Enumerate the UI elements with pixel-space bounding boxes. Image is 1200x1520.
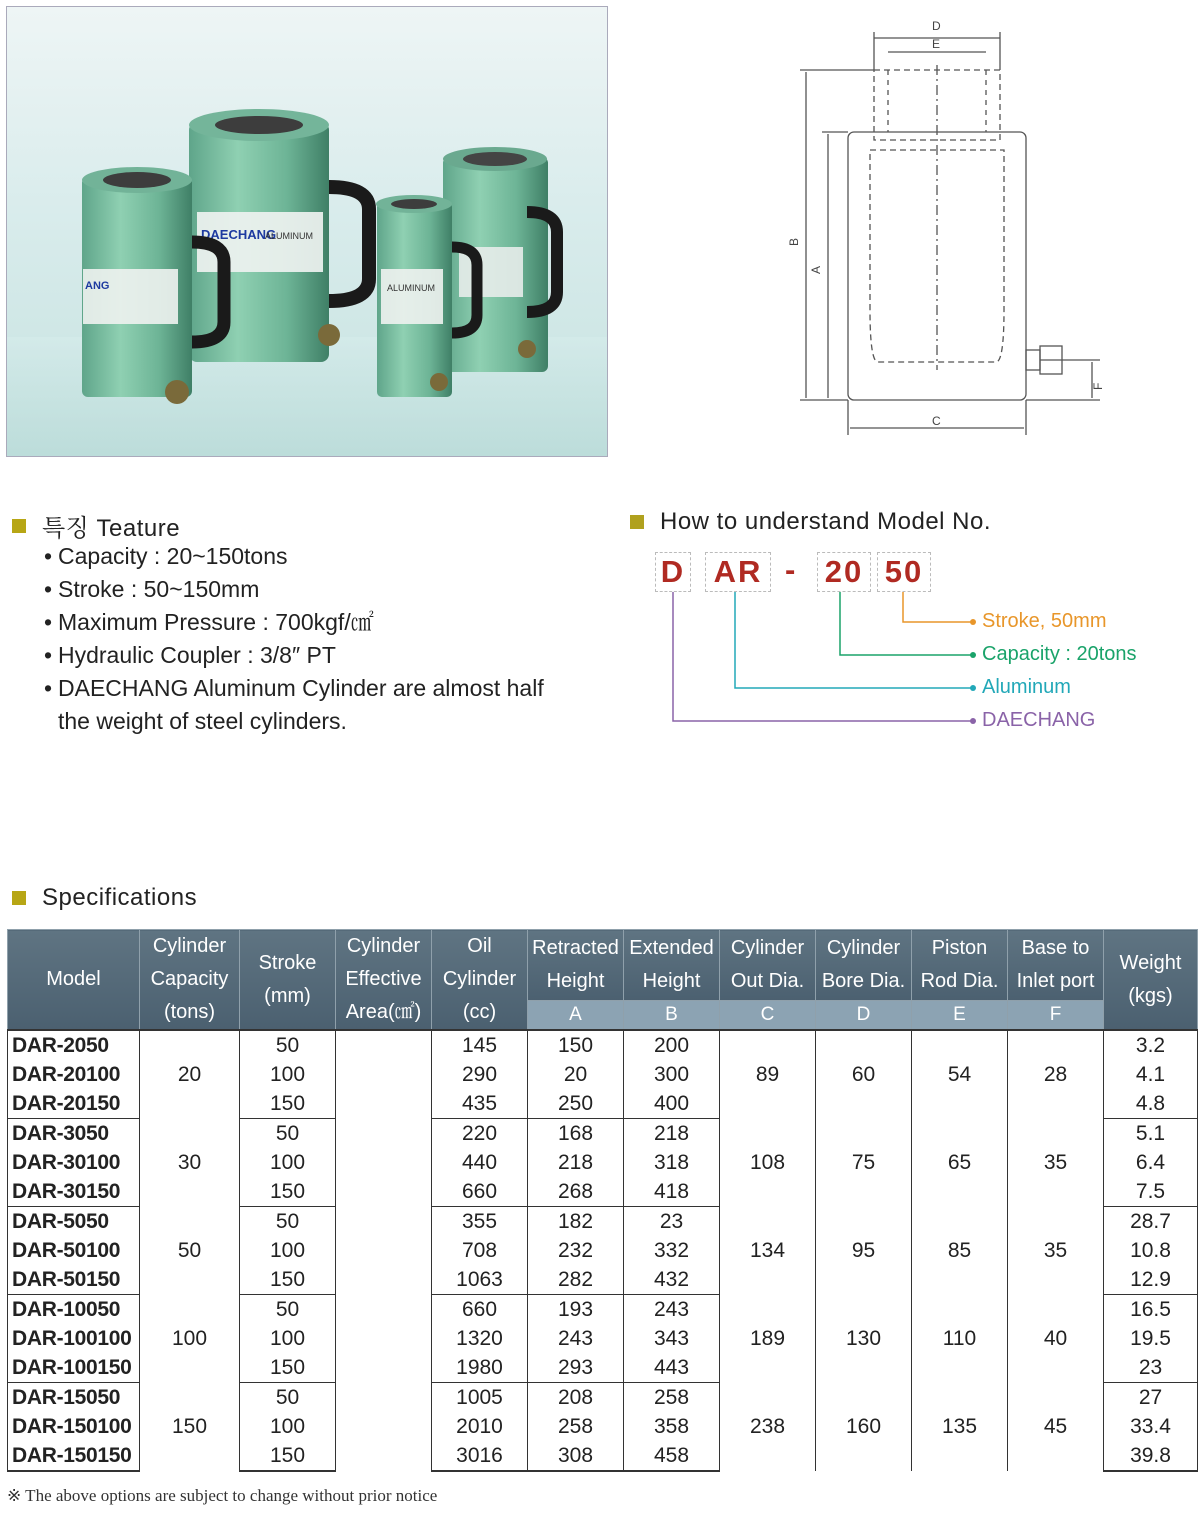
cell-retracted: 20 — [528, 1060, 624, 1089]
sub-header-b: B — [624, 1001, 720, 1031]
cell-retracted: 150 — [528, 1030, 624, 1060]
cell-stroke: 150 — [240, 1353, 336, 1383]
cell-extended: 300 — [624, 1060, 720, 1089]
cell-model: DAR-10050 — [8, 1295, 140, 1325]
cylinder-back-right — [443, 147, 557, 372]
cell-area — [336, 1119, 432, 1207]
cell-stroke: 150 — [240, 1089, 336, 1119]
cell-weight: 3.2 — [1104, 1030, 1198, 1060]
cell-stroke: 100 — [240, 1060, 336, 1089]
col-header-weight: Weight (kgs) — [1104, 930, 1198, 1031]
cell-base: 35 — [1008, 1119, 1104, 1207]
cell-retracted: 258 — [528, 1412, 624, 1441]
col-header-capacity: Cylinder Capacity (tons) — [140, 930, 240, 1031]
cell-oil: 660 — [432, 1295, 528, 1325]
col-header-model: Model — [8, 930, 140, 1031]
cell-oil: 290 — [432, 1060, 528, 1089]
cell-model: DAR-50150 — [8, 1265, 140, 1295]
cylinder-dimension-diagram — [770, 10, 1190, 450]
cell-capacity: 20 — [140, 1030, 240, 1119]
cell-model: DAR-15050 — [8, 1383, 140, 1413]
cell-weight: 16.5 — [1104, 1295, 1198, 1325]
cell-area — [336, 1295, 432, 1383]
footnote: ※ The above options are subject to change without prior notice — [7, 1486, 438, 1505]
dim-label-b: B — [787, 237, 801, 246]
cell-extended: 443 — [624, 1353, 720, 1383]
cell-model: DAR-20150 — [8, 1089, 140, 1119]
sub-header-f: F — [1008, 1001, 1104, 1031]
sub-header-c: C — [720, 1001, 816, 1031]
cell-stroke: 100 — [240, 1412, 336, 1441]
cell-oil: 3016 — [432, 1441, 528, 1471]
col-header-area: Cylinder Effective Area(㎠) — [336, 930, 432, 1031]
col-header-bore-dia: Cylinder Bore Dia. — [816, 930, 912, 1001]
bullet-square-icon — [12, 519, 26, 533]
specs-heading — [12, 884, 197, 912]
cell-stroke: 100 — [240, 1324, 336, 1353]
table-row — [8, 1207, 1198, 1237]
cylinder-large — [189, 109, 369, 362]
cell-rod-dia: 85 — [912, 1207, 1008, 1295]
col-header-out-dia: Cylinder Out Dia. — [720, 930, 816, 1001]
sub-header-e: E — [912, 1001, 1008, 1031]
cell-extended: 200 — [624, 1030, 720, 1060]
cell-stroke: 50 — [240, 1207, 336, 1237]
feature-item: • Stroke : 50~150mm — [44, 573, 564, 606]
cell-stroke: 150 — [240, 1265, 336, 1295]
cell-weight: 33.4 — [1104, 1412, 1198, 1441]
cell-extended: 358 — [624, 1412, 720, 1441]
cell-weight: 5.1 — [1104, 1119, 1198, 1149]
model-heading — [630, 508, 991, 536]
cell-rod-dia: 54 — [912, 1030, 1008, 1119]
cell-extended: 23 — [624, 1207, 720, 1237]
photo-label-tag-b: ALUMINUM — [387, 283, 436, 293]
cell-base: 35 — [1008, 1207, 1104, 1295]
cell-weight: 10.8 — [1104, 1236, 1198, 1265]
cell-area — [336, 1383, 432, 1472]
cell-stroke: 150 — [240, 1177, 336, 1207]
cell-weight: 28.7 — [1104, 1207, 1198, 1237]
cell-rod-dia: 135 — [912, 1383, 1008, 1472]
cell-retracted: 193 — [528, 1295, 624, 1325]
cell-extended: 432 — [624, 1265, 720, 1295]
cell-extended: 218 — [624, 1119, 720, 1149]
cell-stroke: 100 — [240, 1148, 336, 1177]
cell-extended: 400 — [624, 1089, 720, 1119]
cell-capacity: 30 — [140, 1119, 240, 1207]
model-part-dash: - — [785, 552, 796, 587]
cell-retracted: 268 — [528, 1177, 624, 1207]
features-heading-text: 특징 Teature — [42, 515, 181, 542]
sub-header-d: D — [816, 1001, 912, 1031]
cell-oil: 440 — [432, 1148, 528, 1177]
cell-oil: 1005 — [432, 1383, 528, 1413]
cell-extended: 318 — [624, 1148, 720, 1177]
legend-capacity: Capacity : 20tons — [982, 643, 1137, 665]
cell-oil: 708 — [432, 1236, 528, 1265]
cell-rod-dia: 65 — [912, 1119, 1008, 1207]
cell-extended: 418 — [624, 1177, 720, 1207]
cell-stroke: 100 — [240, 1236, 336, 1265]
cell-retracted: 308 — [528, 1441, 624, 1471]
cell-weight: 4.8 — [1104, 1089, 1198, 1119]
specifications-table — [7, 929, 1198, 1472]
cell-model: DAR-30100 — [8, 1148, 140, 1177]
col-header-base: Base to Inlet port — [1008, 930, 1104, 1001]
legend-stroke: Stroke, 50mm — [982, 610, 1107, 632]
specifications-table-body — [8, 1030, 1198, 1471]
cell-model: DAR-5050 — [8, 1207, 140, 1237]
cell-weight: 7.5 — [1104, 1177, 1198, 1207]
cell-oil: 660 — [432, 1177, 528, 1207]
cell-bore-dia: 60 — [816, 1030, 912, 1119]
cell-base: 40 — [1008, 1295, 1104, 1383]
cell-weight: 4.1 — [1104, 1060, 1198, 1089]
col-header-stroke: Stroke (mm) — [240, 930, 336, 1031]
col-header-retracted: Retracted Height — [528, 930, 624, 1001]
features-list — [44, 540, 564, 738]
cell-retracted: 250 — [528, 1089, 624, 1119]
cell-stroke: 50 — [240, 1119, 336, 1149]
feature-item: • Capacity : 20~150tons — [44, 540, 564, 573]
cell-model: DAR-30150 — [8, 1177, 140, 1207]
cell-retracted: 182 — [528, 1207, 624, 1237]
cell-model: DAR-150150 — [8, 1441, 140, 1471]
dim-label-a: A — [809, 265, 823, 274]
cell-out-dia: 238 — [720, 1383, 816, 1472]
cell-oil: 1063 — [432, 1265, 528, 1295]
cell-base: 45 — [1008, 1383, 1104, 1472]
specs-heading-text: Specifications — [42, 884, 198, 911]
cell-weight: 19.5 — [1104, 1324, 1198, 1353]
cell-stroke: 150 — [240, 1441, 336, 1471]
bullet-square-icon — [630, 515, 644, 529]
cell-out-dia: 134 — [720, 1207, 816, 1295]
cell-model: DAR-100100 — [8, 1324, 140, 1353]
photo-label-tag-a: ANG — [85, 280, 110, 292]
cell-model: DAR-3050 — [8, 1119, 140, 1149]
cell-retracted: 293 — [528, 1353, 624, 1383]
cell-extended: 332 — [624, 1236, 720, 1265]
model-part-capacity: 20 — [817, 552, 871, 592]
cell-extended: 258 — [624, 1383, 720, 1413]
cell-weight: 12.9 — [1104, 1265, 1198, 1295]
cell-stroke: 50 — [240, 1383, 336, 1413]
cell-out-dia: 89 — [720, 1030, 816, 1119]
cell-oil: 220 — [432, 1119, 528, 1149]
cell-weight: 23 — [1104, 1353, 1198, 1383]
cell-oil: 355 — [432, 1207, 528, 1237]
cell-retracted: 208 — [528, 1383, 624, 1413]
cell-bore-dia: 75 — [816, 1119, 912, 1207]
feature-item: • Maximum Pressure : 700kgf/㎠ — [44, 606, 564, 639]
cell-model: DAR-20100 — [8, 1060, 140, 1089]
col-header-extended: Extended Height — [624, 930, 720, 1001]
dim-label-d: D — [932, 19, 941, 33]
cell-extended: 243 — [624, 1295, 720, 1325]
col-header-oil: Oil Cylinder (cc) — [432, 930, 528, 1031]
sub-header-a: A — [528, 1001, 624, 1031]
dim-label-f: F — [1091, 382, 1105, 390]
cell-weight: 39.8 — [1104, 1441, 1198, 1471]
cell-extended: 343 — [624, 1324, 720, 1353]
model-part-d: D — [655, 552, 691, 592]
cell-retracted: 168 — [528, 1119, 624, 1149]
feature-item: • Hydraulic Coupler : 3/8″ PT — [44, 639, 564, 672]
table-row — [8, 1383, 1198, 1413]
cell-model: DAR-2050 — [8, 1030, 140, 1060]
cell-oil: 2010 — [432, 1412, 528, 1441]
photo-label-series: ALUMINUM — [265, 231, 314, 241]
dim-label-e: E — [932, 37, 941, 51]
model-code-diagram — [655, 552, 1135, 752]
col-header-rod-dia: Piston Rod Dia. — [912, 930, 1008, 1001]
cell-out-dia: 108 — [720, 1119, 816, 1207]
cell-retracted: 232 — [528, 1236, 624, 1265]
table-row — [8, 1030, 1198, 1060]
table-row — [8, 1295, 1198, 1325]
model-part-ar: AR — [705, 552, 771, 592]
cell-capacity: 50 — [140, 1207, 240, 1295]
cell-rod-dia: 110 — [912, 1295, 1008, 1383]
cell-capacity: 100 — [140, 1295, 240, 1383]
bullet-square-icon — [12, 891, 26, 905]
cell-stroke: 50 — [240, 1030, 336, 1060]
product-photo — [6, 6, 608, 457]
cell-oil: 1980 — [432, 1353, 528, 1383]
legend-daechang: DAECHANG — [982, 709, 1096, 731]
legend-aluminum: Aluminum — [982, 676, 1071, 698]
cell-retracted: 218 — [528, 1148, 624, 1177]
cell-retracted: 282 — [528, 1265, 624, 1295]
cell-bore-dia: 130 — [816, 1295, 912, 1383]
model-heading-text: How to understand Model No. — [660, 508, 992, 535]
cell-area — [336, 1030, 432, 1119]
cell-weight: 6.4 — [1104, 1148, 1198, 1177]
photo-label-brand: DAECHANG — [201, 227, 277, 242]
cell-weight: 27 — [1104, 1383, 1198, 1413]
cell-oil: 435 — [432, 1089, 528, 1119]
cell-out-dia: 189 — [720, 1295, 816, 1383]
technical-drawing — [770, 10, 1190, 450]
cell-model: DAR-150100 — [8, 1412, 140, 1441]
model-part-stroke: 50 — [877, 552, 931, 592]
dim-label-c: C — [932, 414, 941, 428]
cell-oil: 1320 — [432, 1324, 528, 1353]
cell-bore-dia: 95 — [816, 1207, 912, 1295]
feature-item: • DAECHANG Aluminum Cylinder are almost half the weight of steel cylinders. — [44, 672, 564, 738]
cell-oil: 145 — [432, 1030, 528, 1060]
cell-capacity: 150 — [140, 1383, 240, 1472]
cylinders-illustration — [7, 7, 607, 456]
cell-area — [336, 1207, 432, 1295]
cell-model: DAR-100150 — [8, 1353, 140, 1383]
features-heading — [12, 508, 180, 543]
cell-extended: 458 — [624, 1441, 720, 1471]
table-row — [8, 1119, 1198, 1149]
cell-model: DAR-50100 — [8, 1236, 140, 1265]
cell-retracted: 243 — [528, 1324, 624, 1353]
cell-base: 28 — [1008, 1030, 1104, 1119]
cell-stroke: 50 — [240, 1295, 336, 1325]
cell-bore-dia: 160 — [816, 1383, 912, 1472]
